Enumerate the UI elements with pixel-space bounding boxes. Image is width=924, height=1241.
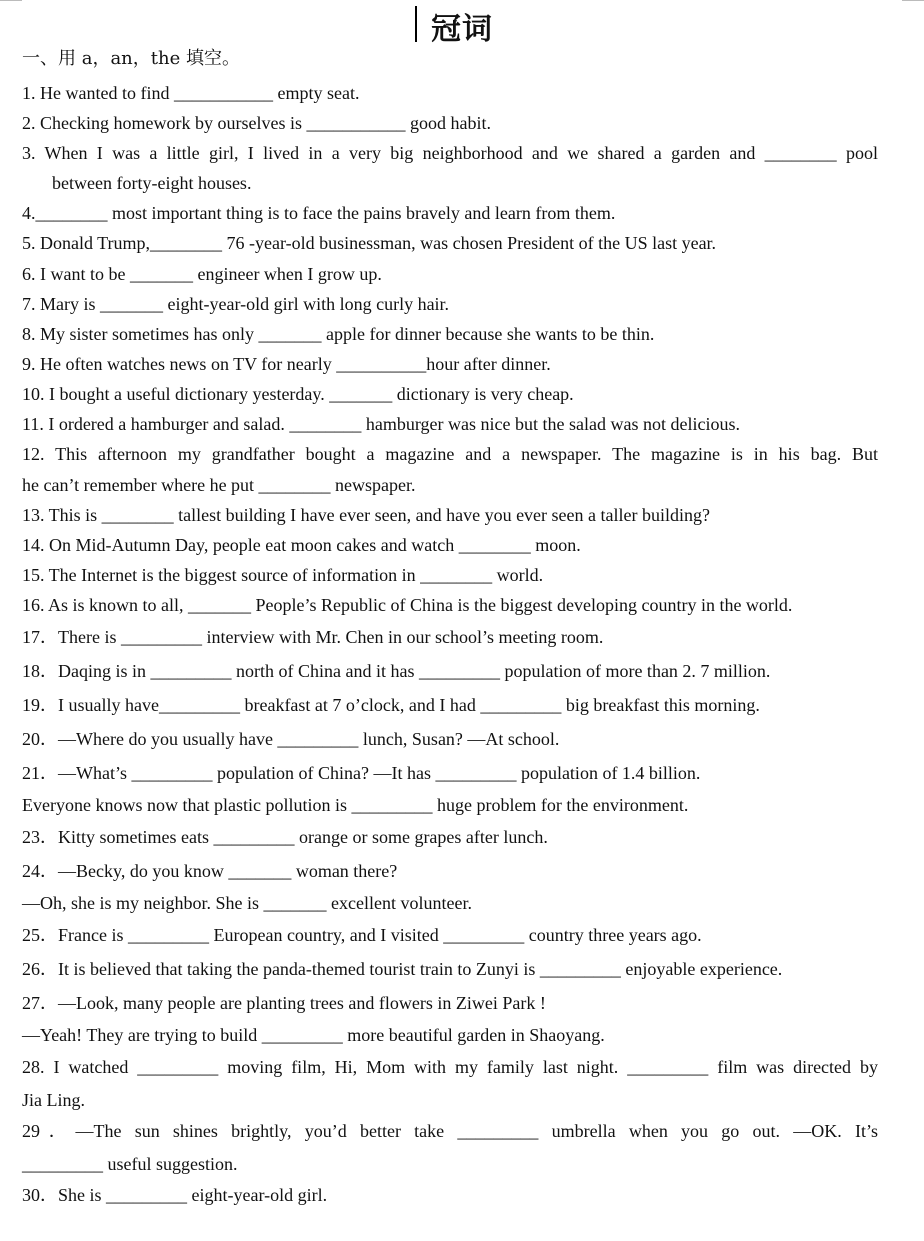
question-line: 14. On Mid-Autumn Day, people eat moon cakes and watch ________ moon. [22,535,581,555]
question-line: 1. He wanted to find ___________ empty seat. [22,83,360,103]
question-line: he can’t remember where he put ________ newspaper. [22,475,416,495]
question-line: 8. My sister sometimes has only _______ apple for dinner because she wants to be thin. [22,324,655,344]
question-line: 23．Kitty sometimes eats _________ orange or some grapes after lunch. [22,827,548,847]
question-line: 16. As is known to all, _______ People’s Republic of China is the biggest developing country in the world. [22,595,793,615]
question-line: 3. When I was a little girl, I lived in a very big neighborhood and we shared a garden and ________ pool [22,143,878,163]
question-line: 26．It is believed that taking the panda-themed tourist train to Zunyi is _________ enjoyable experience. [22,959,783,979]
question-line: 24．—Becky, do you know _______ woman there? [22,861,398,881]
question-line: 9. He often watches news on TV for nearly __________hour after dinner. [22,354,551,374]
question-line: 15. The Internet is the biggest source of information in ________ world. [22,565,544,585]
question-line: Jia Ling. [22,1090,85,1110]
question-line: Everyone knows now that plastic pollution is _________ huge problem for the environment. [22,795,689,815]
instruction: 一、用 a，an，the 填空。 [22,48,240,69]
question-line: 29．—The sun shines brightly, you’d better take _________ umbrella when you go out. —OK. It’s [22,1121,878,1141]
question-line: 30．She is _________ eight-year-old girl. [22,1185,328,1205]
page-title: 冠词 [431,12,493,47]
text-cursor [415,6,417,42]
question-line: 27．—Look, many people are planting trees and flowers in Ziwei Park ! [22,993,546,1013]
question-line: 19．I usually have_________ breakfast at 7 o’clock, and I had _________ big breakfast this morning. [22,695,760,715]
question-line: 20．—Where do you usually have _________ lunch, Susan? —At school. [22,729,560,749]
question-line: between forty-eight houses. [52,173,252,193]
question-line: 12. This afternoon my grandfather bought a magazine and a newspaper. The magazine is in his bag. But [22,444,878,464]
question-line: 21．—What’s _________ population of China? —It has _________ population of 1.4 billion. [22,763,701,783]
question-line: 13. This is ________ tallest building I have ever seen, and have you ever seen a taller building? [22,505,710,525]
question-line: 2. Checking homework by ourselves is ___________ good habit. [22,113,491,133]
question-line: —Oh, she is my neighbor. She is _______ excellent volunteer. [22,893,472,913]
question-line: 5. Donald Trump,________ 76 -year-old businessman, was chosen President of the US last year. [22,233,717,253]
question-line: 28. I watched _________ moving film, Hi, Mom with my family last night. _________ film was directed by [22,1057,878,1077]
question-line: 10. I bought a useful dictionary yesterday. _______ dictionary is very cheap. [22,384,574,404]
question-line: —Yeah! They are trying to build _________ more beautiful garden in Shaoyang. [22,1025,605,1045]
question-line: 17．There is _________ interview with Mr. Chen in our school’s meeting room. [22,627,604,647]
question-line: 11. I ordered a hamburger and salad. ________ hamburger was nice but the salad was not delicious. [22,414,740,434]
question-line: 7. Mary is _______ eight-year-old girl with long curly hair. [22,294,450,314]
question-line: _________ useful suggestion. [22,1154,238,1174]
question-line: 4.________ most important thing is to face the pains bravely and learn from them. [22,203,616,223]
question-line: 25．France is _________ European country, and I visited _________ country three years ago. [22,925,702,945]
question-line: 18．Daqing is in _________ north of China and it has _________ population of more than 2. 7 million. [22,661,771,681]
question-line: 6. I want to be _______ engineer when I grow up. [22,264,382,284]
